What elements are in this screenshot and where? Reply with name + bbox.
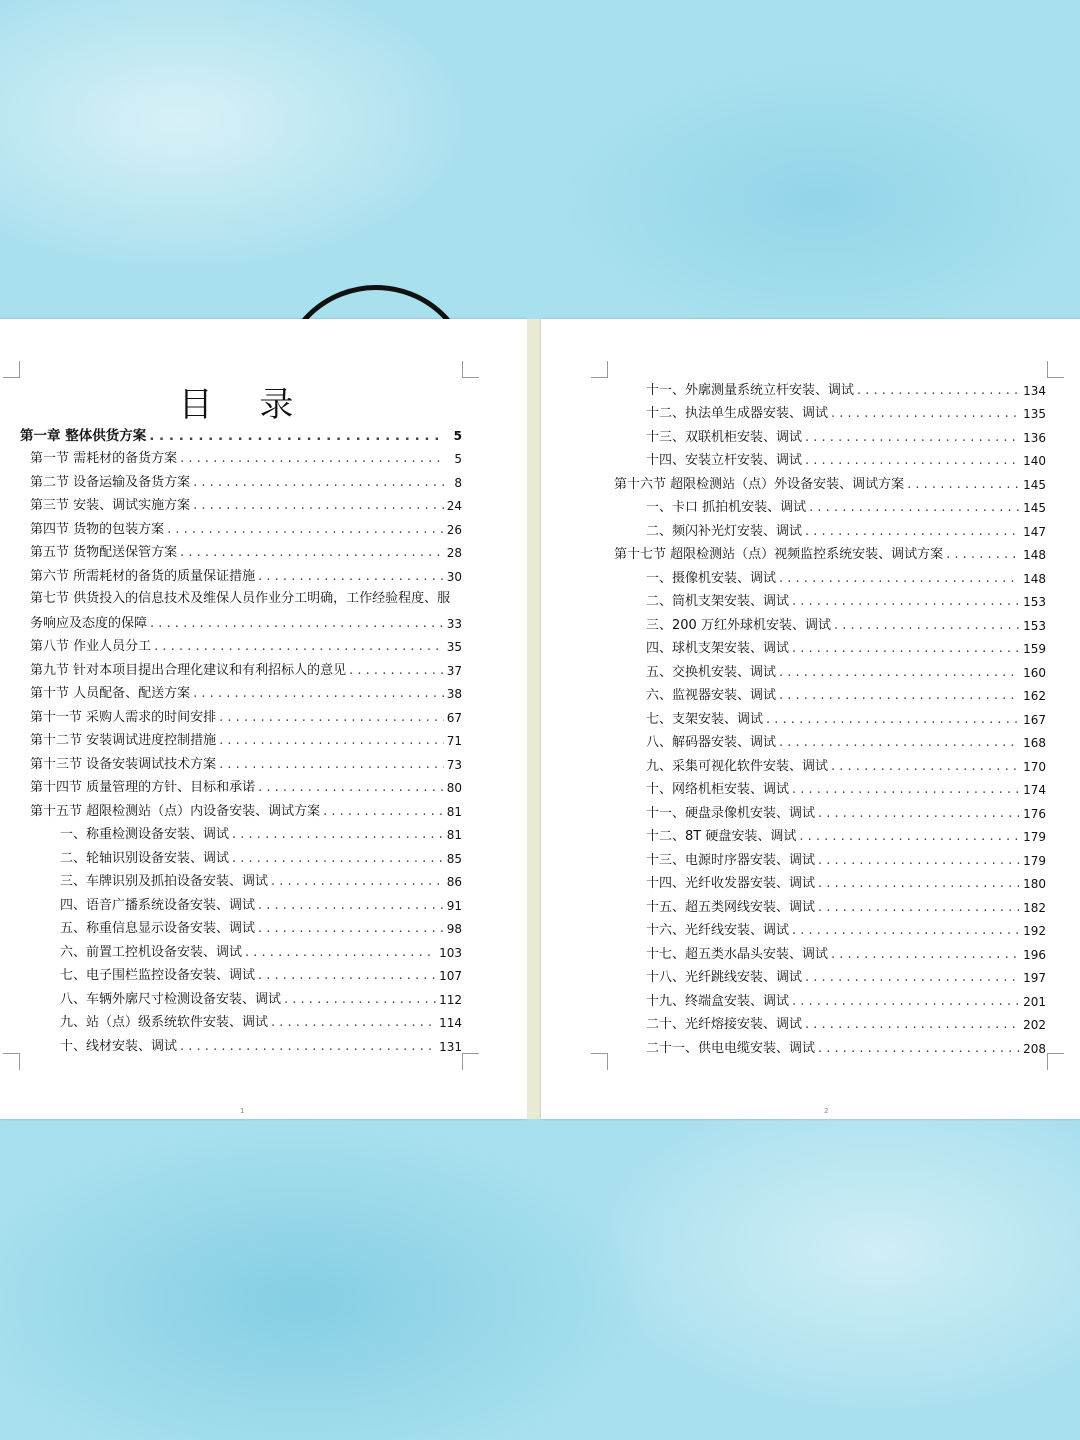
dot-leader [779, 734, 1020, 752]
toc-entry[interactable] [20, 468, 462, 492]
toc-entry[interactable] [614, 494, 1046, 518]
dot-leader [805, 523, 1020, 541]
dot-leader [271, 1014, 436, 1032]
toc-entry-text: 十二、执法单生成器安装、调试 [646, 406, 829, 421]
toc-entry-text: 二、频闪补光灯安装、调试 [646, 523, 803, 539]
toc-entry-text: 二十一、供电电缆安装、调试 [646, 1040, 816, 1056]
toc-page-number: 24 [446, 499, 462, 513]
toc-entry-text: 十三、电源时序器安装、调试 [646, 852, 816, 868]
toc-entry-text: 二、筒机支架安装、调试 [646, 594, 790, 609]
crop-mark [591, 1053, 608, 1070]
dot-leader [193, 474, 445, 492]
toc-page-number: 33 [446, 616, 462, 631]
toc-entry[interactable] [614, 823, 1046, 847]
toc-entry-text: 十七、超五类水晶头安装、调试 [646, 946, 829, 962]
toc-page-number: 167 [1023, 712, 1046, 727]
dot-leader [180, 1038, 436, 1056]
toc-page-number: 67 [446, 710, 462, 725]
dot-leader [831, 405, 1020, 423]
toc-page-number: 28 [446, 546, 462, 560]
toc-entry[interactable] [614, 447, 1046, 471]
toc-entry-text: 第十四节 质量管理的方针、目标和承诺 [30, 780, 256, 795]
dot-leader [831, 758, 1020, 776]
toc-page-number: 80 [446, 781, 462, 795]
toc-entry-text: 二十、光纤熔接安装、调试 [646, 1017, 803, 1032]
document-page-left [0, 319, 527, 1119]
dot-leader [818, 875, 1020, 893]
toc-entry-text: 三、200 万红外球机安装、调试 [646, 617, 831, 633]
dot-leader [219, 732, 444, 750]
toc-page-number: 5 [453, 428, 462, 443]
toc-entry[interactable] [20, 821, 462, 845]
toc-page-number: 159 [1023, 642, 1046, 656]
toc-entry[interactable] [20, 1009, 462, 1033]
toc-entry-text: 第十五节 超限检测站（点）内设备安装、调试方案 [30, 803, 321, 819]
toc-entry-text: 第七节 供货投入的信息技术及维保人员作业分工明确，工作经验程度、服 [30, 590, 451, 606]
toc-entry-text: 第一节 需耗材的备货方案 [30, 451, 178, 466]
dot-leader [831, 946, 1020, 964]
toc-entry[interactable] [20, 915, 462, 939]
toc-entry-text: 十二、8T 硬盘安装、调试 [646, 829, 797, 844]
toc-page-number: 85 [446, 851, 462, 866]
toc-entry[interactable] [614, 940, 1046, 964]
toc-entry[interactable] [614, 400, 1046, 424]
dot-leader [193, 497, 444, 515]
toc-entry[interactable] [20, 586, 462, 633]
crop-mark [591, 361, 608, 378]
dot-leader [818, 852, 1020, 870]
toc-page-number: 26 [446, 522, 462, 537]
toc-entry-text: 一、卡口 抓拍机安装、调试 [646, 500, 807, 515]
dot-leader [150, 615, 444, 633]
toc-entry-text: 第六节 所需耗材的备货的质量保证措施 [30, 568, 256, 584]
dot-leader [805, 452, 1020, 470]
dot-leader [799, 828, 1020, 846]
toc-entry[interactable] [20, 562, 462, 586]
dot-leader [232, 826, 444, 844]
toc-page-number: 202 [1023, 1018, 1046, 1032]
toc-entry-text: 十六、光纤线安装、调试 [646, 923, 790, 938]
toc-entry-text: 四、语音广播系统设备安装、调试 [60, 897, 256, 913]
toc-entry[interactable] [20, 750, 462, 774]
toc-entry-text: 九、采集可视化软件安装、调试 [646, 758, 829, 774]
toc-entry[interactable] [20, 1032, 462, 1056]
toc-entry[interactable] [614, 846, 1046, 870]
dot-leader [258, 920, 444, 938]
toc-entry[interactable] [614, 423, 1046, 447]
toc-page-number: 145 [1023, 477, 1046, 492]
toc-entry[interactable] [20, 844, 462, 868]
dot-leader [766, 711, 1020, 729]
dot-leader [258, 779, 444, 797]
toc-page-number: 71 [446, 734, 462, 748]
dot-leader [805, 1016, 1020, 1034]
dot-leader [907, 476, 1020, 494]
toc-entry-text: 第十七节 超限检测站（点）视频监控系统安装、调试方案 [614, 547, 944, 562]
toc-entry[interactable] [614, 635, 1046, 659]
toc-entry-text: 十一、硬盘录像机安装、调试 [646, 805, 816, 821]
toc-page-number: 30 [446, 569, 462, 584]
toc-page-number: 145 [1023, 501, 1046, 515]
crop-mark [3, 1053, 20, 1070]
toc-page-number: 103 [439, 945, 462, 960]
toc-page-number: 174 [1023, 783, 1046, 797]
toc-page-number: 8 [454, 475, 462, 490]
toc-entry[interactable] [20, 938, 462, 962]
toc-entry[interactable] [20, 421, 462, 445]
dot-leader [809, 499, 1020, 517]
dot-leader [180, 544, 444, 562]
toc-page-number: 73 [446, 757, 462, 772]
toc-page-number: 168 [1023, 736, 1046, 750]
dot-leader [232, 850, 444, 868]
toc-page-number: 5 [454, 452, 462, 466]
toc-page-number: 162 [1023, 689, 1046, 703]
toc-entry-text: 六、监视器安装、调试 [646, 688, 777, 703]
dot-leader [245, 944, 436, 962]
toc-page-number: 148 [1023, 548, 1046, 562]
dot-leader [284, 991, 436, 1009]
dot-leader [154, 638, 444, 656]
dot-leader [946, 546, 1020, 564]
toc-entry[interactable] [614, 917, 1046, 941]
toc-entry-text: 三、车牌识别及抓拍设备安装、调试 [60, 874, 269, 889]
toc-page-number: 208 [1023, 1041, 1046, 1056]
toc-entry[interactable] [20, 633, 462, 657]
toc-entry[interactable] [20, 727, 462, 751]
toc-entry-text: 第十节 人员配备、配送方案 [30, 686, 191, 701]
dot-leader [805, 429, 1020, 447]
toc-entry[interactable] [20, 539, 462, 563]
toc-page-number: 135 [1023, 407, 1046, 421]
dot-leader [792, 781, 1020, 799]
toc-page-number: 196 [1023, 947, 1046, 962]
toc-entry-text: 七、电子围栏监控设备安装、调试 [60, 968, 256, 983]
toc-entry[interactable] [614, 870, 1046, 894]
toc-entry-text: 七、支架安装、调试 [646, 711, 764, 727]
toc-page-number: 148 [1023, 571, 1046, 586]
toc-entry-text: 第十六节 超限检测站（点）外设备安装、调试方案 [614, 476, 905, 492]
toc-list-left [20, 421, 462, 1056]
dot-leader [834, 617, 1020, 635]
page-number: 2 [824, 1107, 829, 1115]
toc-entry[interactable] [614, 729, 1046, 753]
toc-entry[interactable] [20, 445, 462, 469]
toc-entry[interactable] [20, 962, 462, 986]
dot-leader [258, 897, 444, 915]
toc-list-right [614, 376, 1046, 1058]
crop-mark [1047, 1053, 1064, 1070]
dot-leader [818, 805, 1020, 823]
toc-entry[interactable] [614, 611, 1046, 635]
toc-entry-text: 八、解码器安装、调试 [646, 735, 777, 750]
dot-leader [180, 450, 445, 468]
toc-entry[interactable] [20, 515, 462, 539]
toc-entry[interactable] [614, 987, 1046, 1011]
toc-page-number: 134 [1023, 383, 1046, 398]
toc-entry[interactable] [614, 752, 1046, 776]
toc-entry[interactable] [20, 985, 462, 1009]
dot-leader [818, 899, 1020, 917]
toc-entry[interactable] [614, 658, 1046, 682]
toc-entry-text: 第三节 安装、调试实施方案 [30, 498, 191, 513]
toc-page-number: 107 [439, 969, 462, 983]
dot-leader [792, 922, 1020, 940]
toc-entry[interactable] [20, 797, 462, 821]
dot-leader [149, 427, 445, 445]
toc-entry-text: 第五节 货物配送保管方案 [30, 545, 178, 560]
toc-entry-text: 第十三节 设备安装调试技术方案 [30, 756, 217, 772]
toc-page-number: 131 [439, 1039, 462, 1054]
toc-entry-text: 一、称重检测设备安装、调试 [60, 827, 230, 842]
toc-entry[interactable] [614, 376, 1046, 400]
toc-entry[interactable] [614, 705, 1046, 729]
toc-entry[interactable] [20, 774, 462, 798]
toc-page-number: 179 [1023, 853, 1046, 868]
toc-entry-text: 十、网络机柜安装、调试 [646, 782, 790, 797]
dot-leader [219, 709, 444, 727]
toc-entry-text: 第二节 设备运输及备货方案 [30, 474, 191, 490]
toc-entry[interactable] [20, 656, 462, 680]
page-gutter [527, 319, 541, 1119]
toc-page-number: 98 [446, 922, 462, 936]
toc-entry-text: 十四、光纤收发器安装、调试 [646, 876, 816, 891]
toc-title: 目 录 [178, 385, 312, 425]
toc-entry-text: 十五、超五类网线安装、调试 [646, 899, 816, 915]
toc-entry-text: 十三、双联机柜安装、调试 [646, 429, 803, 445]
toc-page-number: 114 [439, 1016, 462, 1030]
toc-page-number: 81 [446, 828, 462, 842]
toc-page-number: 147 [1023, 524, 1046, 539]
toc-entry[interactable] [614, 564, 1046, 588]
toc-entry-text: 十八、光纤跳线安装、调试 [646, 970, 803, 985]
toc-entry-text: 十、线材安装、调试 [60, 1038, 178, 1054]
dot-leader [779, 664, 1020, 682]
toc-entry-text: 第四节 货物的包装方案 [30, 521, 165, 537]
toc-entry-text: 十四、安装立杆安装、调试 [646, 453, 803, 468]
toc-page-number: 136 [1023, 430, 1046, 445]
dot-leader [792, 593, 1020, 611]
toc-page-number: 35 [446, 640, 462, 654]
toc-page-number: 197 [1023, 971, 1046, 985]
toc-page-number: 170 [1023, 759, 1046, 774]
toc-entry[interactable] [614, 799, 1046, 823]
page-number: 1 [240, 1107, 245, 1115]
toc-page-number: 182 [1023, 900, 1046, 915]
toc-entry[interactable] [614, 517, 1046, 541]
toc-page-number: 140 [1023, 454, 1046, 468]
dot-leader [271, 873, 444, 891]
toc-entry[interactable] [614, 470, 1046, 494]
crop-mark [1047, 361, 1064, 378]
toc-entry-text: 第一章 整体供货方案 [20, 427, 147, 444]
toc-entry-text: 第十一节 采购人需求的时间安排 [30, 709, 217, 725]
toc-entry[interactable] [614, 682, 1046, 706]
toc-page-number: 86 [446, 875, 462, 889]
crop-mark [3, 361, 20, 378]
dot-leader [818, 1040, 1020, 1058]
dot-leader [193, 685, 444, 703]
toc-entry-text: 十九、终端盒安装、调试 [646, 993, 790, 1009]
toc-entry-text: 八、车辆外廓尺寸检测设备安装、调试 [60, 991, 282, 1007]
toc-entry[interactable] [614, 1034, 1046, 1058]
toc-page-number: 176 [1023, 806, 1046, 821]
dot-leader [779, 687, 1020, 705]
toc-entry[interactable] [614, 541, 1046, 565]
toc-entry[interactable] [614, 588, 1046, 612]
toc-page-number: 91 [446, 898, 462, 913]
toc-entry[interactable] [614, 1011, 1046, 1035]
dot-leader [258, 967, 436, 985]
toc-entry[interactable] [20, 891, 462, 915]
toc-entry-text: 第九节 针对本项目提出合理化建议和有利招标人的意见 [30, 662, 347, 678]
toc-page-number: 153 [1023, 618, 1046, 633]
dot-leader [792, 993, 1020, 1011]
dot-leader [219, 756, 444, 774]
dot-leader [857, 382, 1020, 400]
toc-entry-text: 一、摄像机安装、调试 [646, 570, 777, 586]
toc-entry-text: 九、站（点）级系统软件安装、调试 [60, 1015, 269, 1030]
dot-leader [349, 662, 444, 680]
toc-entry-text: 五、交换机安装、调试 [646, 664, 777, 680]
toc-page-number: 37 [446, 663, 462, 678]
crop-mark [462, 1053, 479, 1070]
toc-entry-text: 六、前置工控机设备安装、调试 [60, 944, 243, 960]
toc-entry-text: 务响应及态度的保障 [30, 615, 148, 631]
toc-entry[interactable] [614, 776, 1046, 800]
crop-mark [462, 361, 479, 378]
toc-page-number: 153 [1023, 595, 1046, 609]
toc-entry[interactable] [20, 680, 462, 704]
toc-page-number: 192 [1023, 924, 1046, 938]
toc-entry-text: 第十二节 安装调试进度控制措施 [30, 733, 217, 748]
toc-entry[interactable] [614, 893, 1046, 917]
dot-leader [805, 969, 1020, 987]
dot-leader [792, 640, 1020, 658]
dot-leader [323, 803, 444, 821]
toc-entry-text: 第八节 作业人员分工 [30, 639, 152, 654]
dot-leader [258, 568, 444, 586]
toc-page-number: 179 [1023, 830, 1046, 844]
toc-page-number: 160 [1023, 665, 1046, 680]
toc-page-number: 201 [1023, 994, 1046, 1009]
toc-entry[interactable] [20, 868, 462, 892]
toc-entry[interactable] [20, 703, 462, 727]
toc-entry[interactable] [20, 492, 462, 516]
toc-entry-text: 十一、外廓测量系统立杆安装、调试 [646, 382, 855, 398]
toc-entry-text: 四、球机支架安装、调试 [646, 641, 790, 656]
dot-leader [167, 521, 444, 539]
toc-page-number: 38 [446, 687, 462, 701]
toc-entry-text: 二、轮轴识别设备安装、调试 [60, 850, 230, 866]
dot-leader [779, 570, 1020, 588]
toc-entry-text: 五、称重信息显示设备安装、调试 [60, 921, 256, 936]
toc-page-number: 180 [1023, 877, 1046, 891]
toc-page-number: 81 [446, 804, 462, 819]
toc-page-number: 112 [439, 992, 462, 1007]
toc-entry[interactable] [614, 964, 1046, 988]
